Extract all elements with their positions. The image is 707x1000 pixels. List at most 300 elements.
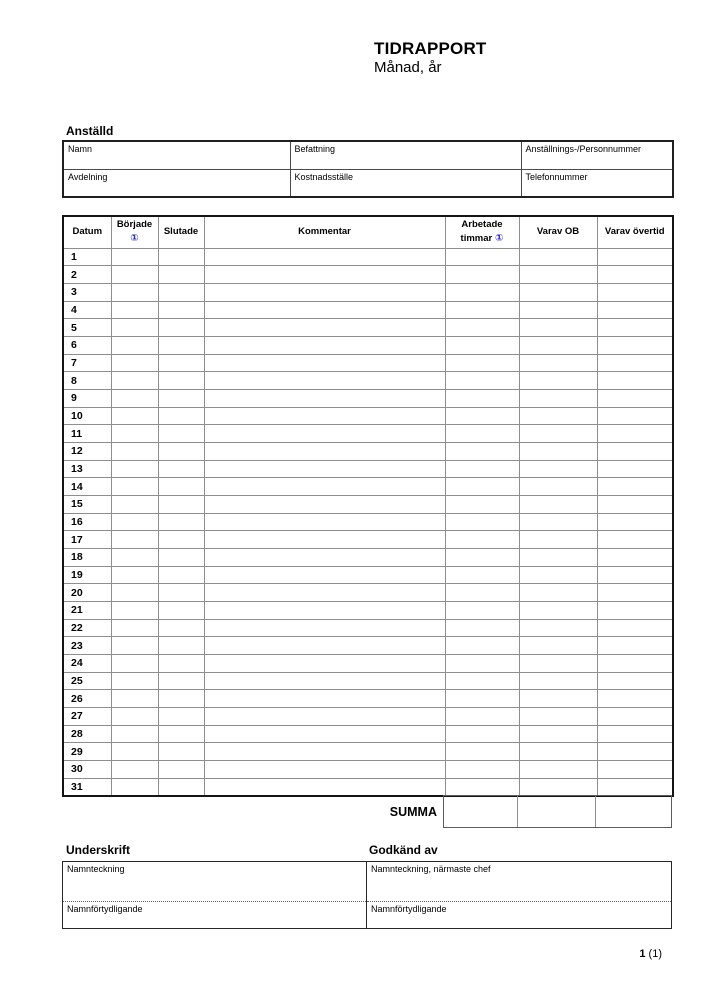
entry-cell-kommentar bbox=[204, 690, 445, 708]
timesheet-header-row bbox=[63, 216, 673, 248]
entry-cell-varav-overtid bbox=[597, 319, 673, 337]
entry-cell-kommentar bbox=[204, 425, 445, 443]
entry-cell-arbetade-timmar bbox=[445, 266, 519, 284]
entry-cell-kommentar bbox=[204, 407, 445, 425]
entry-cell-slutade bbox=[158, 495, 204, 513]
entry-cell-varav-overtid bbox=[597, 690, 673, 708]
employee-table-body bbox=[63, 141, 673, 197]
day-label: 28 bbox=[63, 725, 111, 743]
entry-cell-arbetade-timmar bbox=[445, 725, 519, 743]
signature-half-employee bbox=[63, 862, 367, 928]
entry-cell-arbetade-timmar bbox=[445, 301, 519, 319]
entry-cell-kommentar bbox=[204, 778, 445, 796]
timesheet-day-row bbox=[63, 619, 673, 637]
entry-cell-varav-overtid bbox=[597, 601, 673, 619]
entry-cell-varav-overtid bbox=[597, 248, 673, 266]
column-header-label: Började bbox=[116, 219, 153, 231]
clarification-field-label: Namnförtydligande bbox=[67, 904, 143, 914]
employee-table-row bbox=[63, 169, 673, 197]
entry-cell-varav-ob bbox=[519, 407, 597, 425]
entry-cell-borjade bbox=[111, 743, 158, 761]
employee-field-kostnadsstalle bbox=[290, 169, 521, 197]
entry-cell-varav-overtid bbox=[597, 760, 673, 778]
column-header-label: Datum bbox=[72, 226, 103, 238]
day-label: 25 bbox=[63, 672, 111, 690]
day-label: 14 bbox=[63, 478, 111, 496]
entry-cell-arbetade-timmar bbox=[445, 354, 519, 372]
timesheet-day-row bbox=[63, 725, 673, 743]
day-label: 12 bbox=[63, 442, 111, 460]
entry-cell-arbetade-timmar bbox=[445, 601, 519, 619]
day-label: 23 bbox=[63, 637, 111, 655]
entry-cell-arbetade-timmar bbox=[445, 672, 519, 690]
day-label: 30 bbox=[63, 760, 111, 778]
day-label: 8 bbox=[63, 372, 111, 390]
entry-cell-varav-overtid bbox=[597, 743, 673, 761]
entry-cell-kommentar bbox=[204, 619, 445, 637]
entry-cell-varav-overtid bbox=[597, 495, 673, 513]
column-header-label: Slutade bbox=[163, 226, 199, 238]
entry-cell-slutade bbox=[158, 601, 204, 619]
entry-cell-slutade bbox=[158, 283, 204, 301]
entry-cell-varav-ob bbox=[519, 601, 597, 619]
column-header-varav-ob bbox=[519, 216, 597, 248]
entry-cell-kommentar bbox=[204, 601, 445, 619]
entry-cell-borjade bbox=[111, 336, 158, 354]
info-symbol: ① bbox=[130, 232, 139, 244]
entry-cell-arbetade-timmar bbox=[445, 743, 519, 761]
entry-cell-kommentar bbox=[204, 637, 445, 655]
entry-cell-arbetade-timmar bbox=[445, 407, 519, 425]
entry-cell-slutade bbox=[158, 619, 204, 637]
entry-cell-borjade bbox=[111, 654, 158, 672]
timesheet-day-row bbox=[63, 707, 673, 725]
timesheet-day-row bbox=[63, 248, 673, 266]
timesheet-table bbox=[62, 215, 674, 797]
timesheet-body bbox=[63, 248, 673, 796]
entry-cell-varav-ob bbox=[519, 460, 597, 478]
employee-field-label: Anställnings-/Personnummer bbox=[525, 144, 642, 154]
entry-cell-kommentar bbox=[204, 319, 445, 337]
signature-field-label: Namnteckning bbox=[67, 864, 125, 874]
entry-cell-varav-ob bbox=[519, 690, 597, 708]
timesheet-day-row bbox=[63, 778, 673, 796]
entry-cell-borjade bbox=[111, 460, 158, 478]
employee-field-avdelning bbox=[63, 169, 290, 197]
employee-field-label: Namn bbox=[68, 144, 93, 154]
day-label: 4 bbox=[63, 301, 111, 319]
entry-cell-borjade bbox=[111, 584, 158, 602]
entry-cell-varav-overtid bbox=[597, 672, 673, 690]
entry-cell-kommentar bbox=[204, 478, 445, 496]
signature-field-employee bbox=[63, 862, 366, 902]
entry-cell-arbetade-timmar bbox=[445, 531, 519, 549]
entry-cell-varav-ob bbox=[519, 354, 597, 372]
entry-cell-varav-ob bbox=[519, 707, 597, 725]
clarification-field-employee bbox=[63, 902, 366, 916]
timesheet-day-row bbox=[63, 460, 673, 478]
page-number bbox=[580, 948, 662, 960]
entry-cell-borjade bbox=[111, 760, 158, 778]
day-label: 27 bbox=[63, 707, 111, 725]
day-label: 21 bbox=[63, 601, 111, 619]
page-subtitle: Månad, år bbox=[374, 58, 442, 76]
employee-field-label: Telefonnummer bbox=[525, 171, 588, 182]
entry-cell-arbetade-timmar bbox=[445, 654, 519, 672]
entry-cell-slutade bbox=[158, 319, 204, 337]
entry-cell-slutade bbox=[158, 637, 204, 655]
signature-field-manager bbox=[367, 862, 671, 902]
entry-cell-borjade bbox=[111, 248, 158, 266]
entry-cell-kommentar bbox=[204, 725, 445, 743]
entry-cell-varav-ob bbox=[519, 760, 597, 778]
entry-cell-borjade bbox=[111, 725, 158, 743]
entry-cell-varav-overtid bbox=[597, 301, 673, 319]
day-label: 10 bbox=[63, 407, 111, 425]
timesheet-day-row bbox=[63, 690, 673, 708]
entry-cell-varav-ob bbox=[519, 425, 597, 443]
signature-half-manager bbox=[367, 862, 671, 928]
column-header-borjade bbox=[111, 216, 158, 248]
entry-cell-varav-ob bbox=[519, 619, 597, 637]
entry-cell-slutade bbox=[158, 584, 204, 602]
entry-cell-kommentar bbox=[204, 743, 445, 761]
entry-cell-borjade bbox=[111, 442, 158, 460]
day-label: 19 bbox=[63, 566, 111, 584]
entry-cell-varav-overtid bbox=[597, 389, 673, 407]
entry-cell-borjade bbox=[111, 319, 158, 337]
entry-cell-kommentar bbox=[204, 707, 445, 725]
entry-cell-varav-overtid bbox=[597, 566, 673, 584]
summa-cell-varav-overtid bbox=[596, 796, 671, 827]
entry-cell-varav-ob bbox=[519, 548, 597, 566]
summa-totals-box bbox=[443, 795, 672, 828]
entry-cell-borjade bbox=[111, 354, 158, 372]
employee-table-row bbox=[63, 141, 673, 169]
entry-cell-slutade bbox=[158, 266, 204, 284]
page-number-current: 1 bbox=[639, 948, 646, 960]
signature-field-label: Namnteckning, närmaste chef bbox=[371, 864, 491, 874]
timesheet-day-row bbox=[63, 760, 673, 778]
employee-field-label: Kostnadsställe bbox=[294, 171, 354, 182]
entry-cell-borjade bbox=[111, 372, 158, 390]
entry-cell-arbetade-timmar bbox=[445, 690, 519, 708]
entry-cell-borjade bbox=[111, 513, 158, 531]
timesheet-day-row bbox=[63, 584, 673, 602]
entry-cell-varav-ob bbox=[519, 301, 597, 319]
entry-cell-slutade bbox=[158, 531, 204, 549]
entry-cell-varav-ob bbox=[519, 566, 597, 584]
entry-cell-borjade bbox=[111, 266, 158, 284]
entry-cell-kommentar bbox=[204, 372, 445, 390]
timesheet-day-row bbox=[63, 743, 673, 761]
column-header-datum bbox=[63, 216, 111, 248]
entry-cell-borjade bbox=[111, 301, 158, 319]
timesheet-day-row bbox=[63, 354, 673, 372]
entry-cell-varav-overtid bbox=[597, 513, 673, 531]
entry-cell-varav-overtid bbox=[597, 619, 673, 637]
entry-cell-slutade bbox=[158, 425, 204, 443]
entry-cell-varav-ob bbox=[519, 531, 597, 549]
summa-cell-arbetade-timmar bbox=[444, 796, 518, 827]
timesheet-day-row bbox=[63, 266, 673, 284]
entry-cell-slutade bbox=[158, 548, 204, 566]
employee-field-anstallnings-personnummer bbox=[521, 141, 673, 169]
entry-cell-borjade bbox=[111, 566, 158, 584]
entry-cell-varav-ob bbox=[519, 654, 597, 672]
entry-cell-slutade bbox=[158, 707, 204, 725]
entry-cell-arbetade-timmar bbox=[445, 372, 519, 390]
entry-cell-borjade bbox=[111, 495, 158, 513]
clarification-field-manager bbox=[367, 902, 671, 916]
entry-cell-slutade bbox=[158, 743, 204, 761]
entry-cell-varav-overtid bbox=[597, 637, 673, 655]
entry-cell-varav-overtid bbox=[597, 266, 673, 284]
entry-cell-varav-ob bbox=[519, 778, 597, 796]
info-symbol: ① bbox=[492, 232, 504, 244]
employee-field-label: Befattning bbox=[294, 144, 336, 154]
entry-cell-kommentar bbox=[204, 389, 445, 407]
timesheet-day-row bbox=[63, 319, 673, 337]
entry-cell-varav-overtid bbox=[597, 283, 673, 301]
day-label: 3 bbox=[63, 283, 111, 301]
day-label: 16 bbox=[63, 513, 111, 531]
entry-cell-varav-ob bbox=[519, 266, 597, 284]
entry-cell-kommentar bbox=[204, 513, 445, 531]
entry-cell-varav-ob bbox=[519, 319, 597, 337]
day-label: 1 bbox=[63, 248, 111, 266]
employee-field-telefonnummer bbox=[521, 169, 673, 197]
entry-cell-kommentar bbox=[204, 248, 445, 266]
timesheet-day-row bbox=[63, 672, 673, 690]
entry-cell-slutade bbox=[158, 566, 204, 584]
day-label: 11 bbox=[63, 425, 111, 443]
entry-cell-borjade bbox=[111, 601, 158, 619]
employee-section-heading: Anställd bbox=[66, 124, 114, 138]
day-label: 9 bbox=[63, 389, 111, 407]
entry-cell-kommentar bbox=[204, 266, 445, 284]
entry-cell-varav-overtid bbox=[597, 531, 673, 549]
timesheet-day-row bbox=[63, 407, 673, 425]
entry-cell-varav-overtid bbox=[597, 425, 673, 443]
timesheet-day-row bbox=[63, 336, 673, 354]
entry-cell-varav-ob bbox=[519, 442, 597, 460]
timesheet-day-row bbox=[63, 283, 673, 301]
entry-cell-varav-overtid bbox=[597, 707, 673, 725]
day-label: 13 bbox=[63, 460, 111, 478]
column-header-varav-overtid bbox=[597, 216, 673, 248]
entry-cell-arbetade-timmar bbox=[445, 513, 519, 531]
entry-cell-varav-ob bbox=[519, 725, 597, 743]
signature-box bbox=[62, 861, 672, 929]
column-header-label: Kommentar bbox=[298, 226, 351, 238]
entry-cell-slutade bbox=[158, 336, 204, 354]
entry-cell-kommentar bbox=[204, 654, 445, 672]
entry-cell-arbetade-timmar bbox=[445, 248, 519, 266]
entry-cell-slutade bbox=[158, 690, 204, 708]
timesheet-day-row bbox=[63, 531, 673, 549]
timesheet-day-row bbox=[63, 389, 673, 407]
entry-cell-varav-ob bbox=[519, 584, 597, 602]
entry-cell-arbetade-timmar bbox=[445, 619, 519, 637]
clarification-field-label: Namnförtydligande bbox=[371, 904, 447, 914]
entry-cell-kommentar bbox=[204, 460, 445, 478]
day-label: 17 bbox=[63, 531, 111, 549]
entry-cell-slutade bbox=[158, 442, 204, 460]
entry-cell-arbetade-timmar bbox=[445, 319, 519, 337]
entry-cell-varav-overtid bbox=[597, 654, 673, 672]
entry-cell-slutade bbox=[158, 460, 204, 478]
entry-cell-borjade bbox=[111, 283, 158, 301]
entry-cell-kommentar bbox=[204, 442, 445, 460]
entry-cell-varav-ob bbox=[519, 672, 597, 690]
entry-cell-borjade bbox=[111, 425, 158, 443]
entry-cell-slutade bbox=[158, 513, 204, 531]
entry-cell-varav-overtid bbox=[597, 584, 673, 602]
summa-label: SUMMA bbox=[389, 805, 437, 819]
entry-cell-slutade bbox=[158, 389, 204, 407]
entry-cell-varav-overtid bbox=[597, 372, 673, 390]
entry-cell-kommentar bbox=[204, 566, 445, 584]
entry-cell-borjade bbox=[111, 672, 158, 690]
entry-cell-arbetade-timmar bbox=[445, 425, 519, 443]
entry-cell-arbetade-timmar bbox=[445, 389, 519, 407]
entry-cell-borjade bbox=[111, 389, 158, 407]
day-label: 7 bbox=[63, 354, 111, 372]
entry-cell-arbetade-timmar bbox=[445, 778, 519, 796]
timesheet-day-row bbox=[63, 637, 673, 655]
entry-cell-slutade bbox=[158, 478, 204, 496]
approval-section-heading: Godkänd av bbox=[369, 843, 438, 857]
entry-cell-slutade bbox=[158, 654, 204, 672]
day-label: 6 bbox=[63, 336, 111, 354]
entry-cell-borjade bbox=[111, 707, 158, 725]
entry-cell-kommentar bbox=[204, 495, 445, 513]
timesheet-day-row bbox=[63, 548, 673, 566]
day-label: 26 bbox=[63, 690, 111, 708]
entry-cell-borjade bbox=[111, 531, 158, 549]
entry-cell-borjade bbox=[111, 619, 158, 637]
entry-cell-kommentar bbox=[204, 283, 445, 301]
entry-cell-arbetade-timmar bbox=[445, 637, 519, 655]
entry-cell-slutade bbox=[158, 407, 204, 425]
entry-cell-kommentar bbox=[204, 354, 445, 372]
timesheet-day-row bbox=[63, 566, 673, 584]
entry-cell-slutade bbox=[158, 760, 204, 778]
day-label: 5 bbox=[63, 319, 111, 337]
entry-cell-kommentar bbox=[204, 760, 445, 778]
entry-cell-arbetade-timmar bbox=[445, 460, 519, 478]
entry-cell-kommentar bbox=[204, 531, 445, 549]
entry-cell-slutade bbox=[158, 301, 204, 319]
entry-cell-borjade bbox=[111, 548, 158, 566]
timesheet-day-row bbox=[63, 301, 673, 319]
entry-cell-varav-ob bbox=[519, 372, 597, 390]
day-label: 20 bbox=[63, 584, 111, 602]
day-label: 31 bbox=[63, 778, 111, 796]
entry-cell-arbetade-timmar bbox=[445, 760, 519, 778]
entry-cell-slutade bbox=[158, 372, 204, 390]
entry-cell-varav-ob bbox=[519, 389, 597, 407]
entry-cell-varav-overtid bbox=[597, 725, 673, 743]
entry-cell-varav-ob bbox=[519, 478, 597, 496]
entry-cell-borjade bbox=[111, 478, 158, 496]
entry-cell-arbetade-timmar bbox=[445, 707, 519, 725]
entry-cell-arbetade-timmar bbox=[445, 336, 519, 354]
entry-cell-arbetade-timmar bbox=[445, 548, 519, 566]
summa-cell-varav-ob bbox=[518, 796, 595, 827]
entry-cell-slutade bbox=[158, 354, 204, 372]
employee-table bbox=[62, 140, 674, 198]
day-label: 22 bbox=[63, 619, 111, 637]
entry-cell-varav-overtid bbox=[597, 478, 673, 496]
entry-cell-varav-overtid bbox=[597, 548, 673, 566]
timesheet-day-row bbox=[63, 372, 673, 390]
entry-cell-arbetade-timmar bbox=[445, 584, 519, 602]
entry-cell-varav-ob bbox=[519, 637, 597, 655]
column-header-arbetade-timmar bbox=[445, 216, 519, 248]
timesheet-day-row bbox=[63, 425, 673, 443]
entry-cell-borjade bbox=[111, 778, 158, 796]
entry-cell-kommentar bbox=[204, 301, 445, 319]
entry-cell-borjade bbox=[111, 690, 158, 708]
timesheet-day-row bbox=[63, 513, 673, 531]
column-header-kommentar bbox=[204, 216, 445, 248]
entry-cell-varav-ob bbox=[519, 495, 597, 513]
column-header-label: Varav OB bbox=[536, 226, 580, 238]
entry-cell-slutade bbox=[158, 778, 204, 796]
timesheet-day-row bbox=[63, 654, 673, 672]
entry-cell-varav-ob bbox=[519, 283, 597, 301]
employee-field-label: Avdelning bbox=[68, 171, 108, 182]
day-label: 29 bbox=[63, 743, 111, 761]
entry-cell-varav-ob bbox=[519, 743, 597, 761]
day-label: 2 bbox=[63, 266, 111, 284]
signature-section-heading: Underskrift bbox=[66, 843, 131, 857]
entry-cell-varav-ob bbox=[519, 513, 597, 531]
entry-cell-varav-overtid bbox=[597, 778, 673, 796]
entry-cell-arbetade-timmar bbox=[445, 478, 519, 496]
entry-cell-kommentar bbox=[204, 548, 445, 566]
entry-cell-kommentar bbox=[204, 584, 445, 602]
entry-cell-arbetade-timmar bbox=[445, 566, 519, 584]
entry-cell-borjade bbox=[111, 407, 158, 425]
entry-cell-varav-overtid bbox=[597, 354, 673, 372]
timesheet-day-row bbox=[63, 495, 673, 513]
entry-cell-slutade bbox=[158, 725, 204, 743]
entry-cell-arbetade-timmar bbox=[445, 442, 519, 460]
entry-cell-arbetade-timmar bbox=[445, 495, 519, 513]
entry-cell-kommentar bbox=[204, 672, 445, 690]
employee-field-namn bbox=[63, 141, 290, 169]
day-label: 24 bbox=[63, 654, 111, 672]
entry-cell-varav-ob bbox=[519, 336, 597, 354]
title-block bbox=[374, 39, 487, 76]
page-number-suffix: (1) bbox=[645, 948, 662, 960]
day-label: 18 bbox=[63, 548, 111, 566]
entry-cell-arbetade-timmar bbox=[445, 283, 519, 301]
entry-cell-varav-overtid bbox=[597, 336, 673, 354]
entry-cell-kommentar bbox=[204, 336, 445, 354]
employee-field-befattning bbox=[290, 141, 521, 169]
entry-cell-slutade bbox=[158, 248, 204, 266]
entry-cell-varav-overtid bbox=[597, 442, 673, 460]
page-title: TIDRAPPORT bbox=[374, 39, 487, 58]
day-label: 15 bbox=[63, 495, 111, 513]
entry-cell-slutade bbox=[158, 672, 204, 690]
timesheet-day-row bbox=[63, 442, 673, 460]
column-header-slutade bbox=[158, 216, 204, 248]
